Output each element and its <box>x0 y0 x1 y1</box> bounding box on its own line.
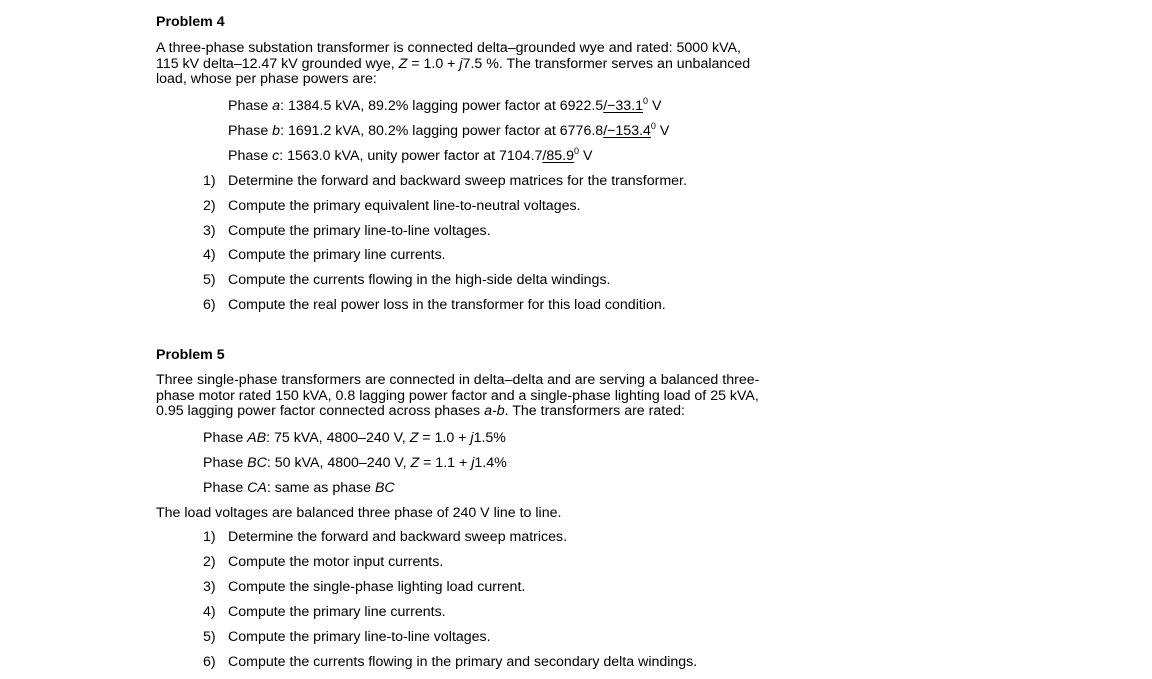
phase-a-load: Phase a: 1384.5 kVA, 89.2% lagging power factor at $6922.5/-33.1^0$ V <box>228 96 662 114</box>
rating-ca: Phase CA: same as phase BC <box>203 480 395 496</box>
rating-bc: Phase BC: 50 kVA, 4800–240 V, Z = 1.1 + j1.4% <box>203 455 507 471</box>
p5-intro-line-1: Three single-phase transformers are connected in delta–delta and are serving a balanced three- <box>156 372 760 388</box>
problem-5-heading: Problem 5 <box>156 347 225 363</box>
load-voltage-note: The load voltages are balanced three phase of 240 V line to line. <box>156 505 562 521</box>
intro-line-2: 115 kV delta–12.47 kV grounded wye, Z = 1.0 + j7.5 %. The transformer serves an unbalanced <box>156 55 751 72</box>
rating-ab: Phase AB: 75 kVA, 4800–240 V, Z = 1.0 + j1.5% <box>203 430 506 446</box>
problem-4-intro <box>156 41 788 88</box>
phase-b-load: Phase b: 1691.2 kVA, 80.2% lagging power factor at $6776.8/-153.4^0$ V <box>228 121 670 139</box>
phase-c-load: Phase c: 1563.0 kVA, unity power factor at 7104.7/85.9$^0$ V <box>228 146 593 164</box>
intro-line-3: load, whose per phase powers are: <box>156 71 377 87</box>
problem-5-intro <box>156 373 788 420</box>
p5-intro-line-3: 0.95 lagging power factor connected across phases a-b. The transformers are rated: <box>156 403 685 419</box>
p5-intro-line-2: phase motor rated 150 kVA, 0.8 lagging power factor and a single-phase lighting load of 25 kVA, <box>156 387 759 404</box>
problem-4-heading: Problem 4 <box>156 14 225 30</box>
intro-line-1: A three-phase substation transformer is connected delta–grounded wye and rated: 5000 kVA, <box>156 40 741 56</box>
